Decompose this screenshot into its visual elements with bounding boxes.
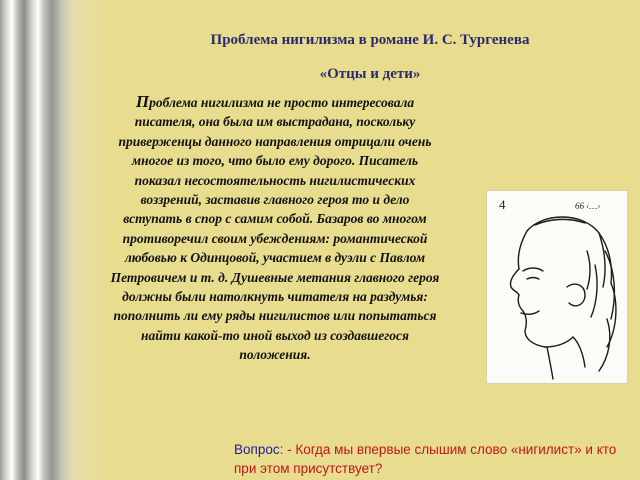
portrait-drawing [487, 191, 627, 383]
drop-cap: П [135, 92, 150, 111]
body-paragraph-text: роблема нигилизма не просто интересовала писателя, она была им выстрадана, поскольку приверженцы данного направления отрицали очень многое из того, что было ему дорого. Писатель показал несостоятельность нигилистических воззрений, заставив главного героя то и дело вступать в спор с самим собой. Базаров во многом противоречил своим убеждениям: романтической любовью к Одинцовой, участием в дуэли с Павлом Петровичем и т. д. Душевные метания главного героя должны были натолкнуть читателя на раздумья: пополнить ли ему ряды нигилистов или попытаться найти какой-то иной выход из создавшегося положения. [110, 95, 440, 363]
decorative-side-bars [0, 0, 112, 480]
portrait-number: 4 [499, 197, 506, 212]
portrait-sketch [486, 190, 628, 384]
slide-title: Проблема нигилизма в романе И. С. Тургенева [210, 32, 530, 48]
question-label: Вопрос [234, 442, 280, 457]
body-paragraph [110, 92, 440, 365]
question-line [234, 440, 634, 478]
slide-subtitle: «Отцы и дети» [319, 66, 421, 82]
question-text: : - Когда мы впервые слышим слово «нигилист» и кто при этом присутствует? [234, 442, 617, 476]
portrait-inscription: 66 ‹…› [575, 201, 601, 211]
